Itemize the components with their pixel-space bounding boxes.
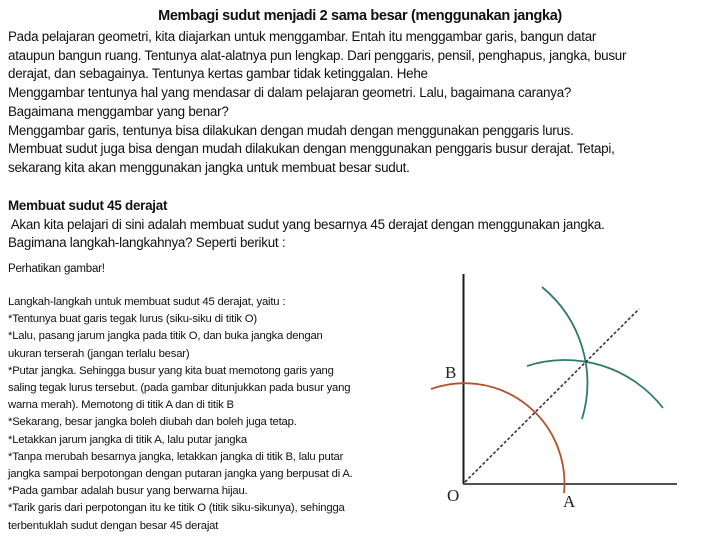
step-line: Langkah-langkah untuk membuat sudut 45 derajat, yaitu : xyxy=(8,296,286,308)
steps-list xyxy=(8,294,418,535)
step-line: terbentuklah sudut dengan besar 45 derajat xyxy=(8,519,219,532)
bisector-dashed-line xyxy=(465,309,639,482)
step-line: *Putar jangka. Sehingga busur yang kita buat memotong garis yang xyxy=(8,364,334,377)
intro-line: Menggambar garis, tentunya bisa dilakukan dengan mudah dengan menggunakan penggaris lurus. xyxy=(8,122,574,138)
step-line: *Tentunya buat garis tegak lurus (siku-siku di titik O) xyxy=(8,313,257,326)
intro-line: sekarang kita akan menggunakan jangka untuk membuat besar sudut. xyxy=(8,159,410,175)
section-45-degree xyxy=(8,197,720,253)
page-title: Membagi sudut menjadi 2 sama besar (menggunakan jangka) xyxy=(158,8,562,24)
intro-line: Pada pelajaran geometri, kita diajarkan untuk menggambar. Entah itu menggambar garis, bangun datar xyxy=(8,29,597,44)
section-line: Bagimana langkah-langkahnya? Seperti berikut : xyxy=(8,235,286,251)
section-line: Akan kita pelajari di sini adalah membuat sudut yang besarnya 45 derajat dengan menggunakan jangka. xyxy=(8,216,605,232)
step-line: jangka sampai berpotongan dengan putaran jangka yang berpusat di A. xyxy=(8,468,353,481)
step-line: *Tanpa merubah besarnya jangka, letakkan jangka di titik B, lalu putar xyxy=(8,450,344,463)
intro-line: derajat, dan sebagainya. Tentunya kertas gambar tidak ketinggalan. Hehe xyxy=(8,66,428,82)
step-line: *Pada gambar adalah busur yang berwarna hijau. xyxy=(8,485,248,498)
intro-line: Menggambar tentunya hal yang mendasar di dalam pelajaran geometri. Lalu, bagaimana caranya? xyxy=(8,85,572,101)
step-line: warna merah). Memotong di titik A dan di titik B xyxy=(8,399,234,412)
label-o: O xyxy=(447,486,460,505)
figure-note: Perhatikan gambar! xyxy=(8,263,105,275)
step-line: saling tegak lurus tersebut. (pada gambar ditunjukkan pada busur yang xyxy=(8,382,351,395)
angle-construction-diagram xyxy=(410,260,720,540)
step-line: *Tarik garis dari perpotongan itu ke titik O (titik siku-sikunya), sehingga xyxy=(8,502,345,515)
intro-line: ataupun bangun ruang. Tentunya alat-alatnya pun lengkap. Dari penggaris, pensil, penghapus, jangka, busur xyxy=(8,47,627,63)
step-line: *Sekarang, besar jangka boleh diubah dan boleh juga tetap. xyxy=(8,416,297,429)
intro-line: Membuat sudut juga bisa dengan mudah dilakukan dengan menggunakan penggaris busur derajat. Tetapi, xyxy=(8,141,615,157)
label-b: B xyxy=(445,363,457,382)
label-a: A xyxy=(563,492,576,511)
section-heading: Membuat sudut 45 derajat xyxy=(8,198,168,213)
intro-paragraph xyxy=(8,28,720,178)
step-line: *Letakkan jarum jangka di titik A, lalu putar jangka xyxy=(8,433,247,446)
step-line: *Lalu, pasang jarum jangka pada titik O, dan buka jangka dengan xyxy=(8,330,323,343)
red-arc xyxy=(431,383,564,493)
intro-line: Bagaimana menggambar yang benar? xyxy=(8,103,229,119)
step-line: ukuran terserah (jangan terlalu besar) xyxy=(8,347,190,360)
